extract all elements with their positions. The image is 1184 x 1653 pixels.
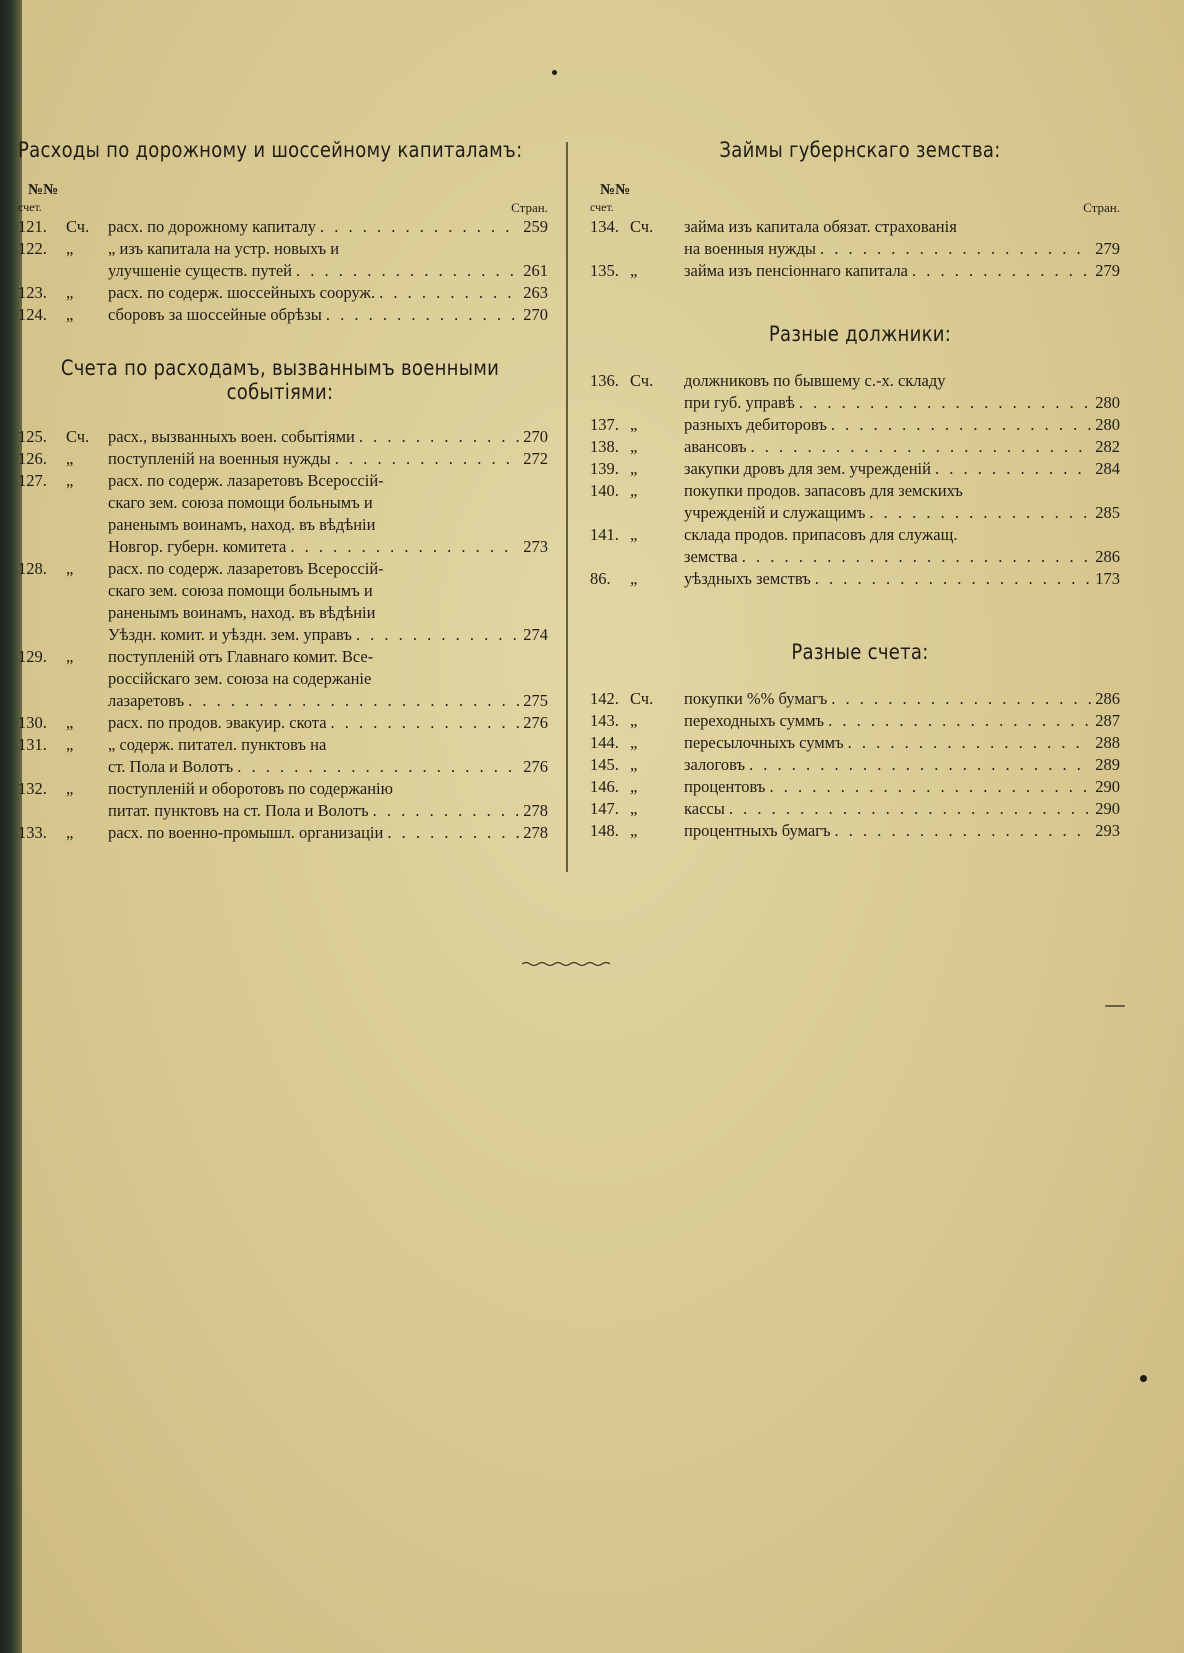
entry-page: 270: [523, 427, 548, 446]
entry-page: 275: [523, 691, 548, 710]
column-divider: [566, 142, 568, 872]
entry-text: на военныя нужды: [684, 239, 816, 258]
dot-leader: [326, 304, 519, 326]
entry-text: переходныхъ суммъ: [684, 711, 825, 730]
entry-number: 143.: [590, 711, 619, 730]
entry-list: [18, 426, 548, 844]
dot-leader: [831, 414, 1091, 436]
dot-leader: [742, 546, 1092, 568]
dot-leader: [290, 536, 519, 558]
entry-number: 122.: [18, 239, 47, 258]
entry-page: 279: [1095, 261, 1120, 280]
entry-text: при губ. управѣ: [684, 393, 795, 412]
dot-leader: [331, 712, 520, 734]
entry-row: [590, 776, 1120, 798]
entry-account-mark: „: [630, 459, 638, 478]
entry-list: [590, 216, 1120, 282]
entry-page: 290: [1095, 799, 1120, 818]
header-account: счет.: [590, 200, 614, 214]
entry-text: скаго зем. союза помощи больнымъ и: [108, 581, 373, 600]
entry-text: земства: [684, 547, 738, 566]
entry-text: расх. по военно-промышл. организаціи: [108, 823, 384, 842]
entry-page: 278: [523, 823, 548, 842]
column-header: [590, 182, 1120, 216]
entry-text: закупки дровъ для зем. учрежденій: [684, 459, 931, 478]
entry-text: Уѣздн. комит. и уѣздн. зем. управъ: [108, 625, 352, 644]
section-heading: [39, 356, 521, 404]
dot-leader: [373, 800, 520, 822]
header-page: Стран.: [1083, 200, 1120, 215]
dot-leader: [320, 216, 519, 238]
entry-text: процентовъ: [684, 777, 766, 796]
dot-leader: [834, 820, 1091, 842]
entry-number: 133.: [18, 823, 47, 842]
entry-account-mark: „: [66, 823, 74, 842]
dot-leader: [831, 688, 1091, 710]
entry-number: 138.: [590, 437, 619, 456]
entry-text: должниковъ по бывшему с.-х. складу: [684, 371, 946, 390]
entry-text: пересылочныхъ суммъ: [684, 733, 844, 752]
entry-row: [18, 470, 548, 558]
entry-row: [590, 414, 1120, 436]
entry-page: 289: [1095, 755, 1120, 774]
entry-row: [18, 558, 548, 646]
entry-text: покупки %% бумагъ: [684, 689, 828, 708]
speck: [1105, 1005, 1125, 1007]
header-account: счет.: [18, 200, 42, 214]
entry-number: 121.: [18, 217, 47, 236]
entry-text: „ содерж. питател. пунктовъ на: [108, 735, 327, 754]
header-page: Стран.: [511, 200, 548, 215]
entry-account-mark: „: [66, 559, 74, 578]
entry-account-mark: „: [630, 261, 638, 280]
entry-text: расх. по продов. эвакуир. скота: [108, 713, 327, 732]
entry-row: [590, 798, 1120, 820]
entry-text: учрежденій и служащимъ: [684, 503, 866, 522]
entry-number: 136.: [590, 371, 619, 390]
entry-page: 280: [1095, 415, 1120, 434]
entry-row: [590, 436, 1120, 458]
entry-page: 270: [523, 305, 548, 324]
dot-leader: [237, 756, 519, 778]
entry-number: 123.: [18, 283, 47, 302]
speck: [552, 70, 557, 75]
entry-row: [590, 524, 1120, 568]
entry-row: [590, 688, 1120, 710]
entry-page: 285: [1095, 503, 1120, 522]
entry-text: процентныхъ бумагъ: [684, 821, 831, 840]
entry-page: 261: [523, 261, 548, 280]
entry-number: 141.: [590, 525, 619, 544]
entry-text: „ изъ капитала на устр. новыхъ и: [108, 239, 340, 258]
entry-page: 282: [1095, 437, 1120, 456]
dot-leader: [387, 822, 519, 844]
entry-text: займа изъ пенсіоннаго капитала: [684, 261, 908, 280]
entry-text: расх. по дорожному капиталу: [108, 217, 316, 236]
entry-number: 134.: [590, 217, 619, 236]
entry-page: 276: [523, 757, 548, 776]
entry-row: [18, 734, 548, 778]
entry-list: [590, 688, 1120, 842]
speck: [1140, 1375, 1147, 1382]
entry-row: [18, 712, 548, 734]
entry-number: 137.: [590, 415, 619, 434]
entry-row: [590, 458, 1120, 480]
section-heading-line: Счета по расходамъ, вызваннымъ военными: [60, 356, 500, 380]
entry-number: 144.: [590, 733, 619, 752]
entry-page: 286: [1095, 689, 1120, 708]
entry-account-mark: Сч.: [630, 217, 654, 236]
entry-text: уѣздныхъ земствъ: [684, 569, 811, 588]
entry-number: 139.: [590, 459, 619, 478]
entry-number: 126.: [18, 449, 47, 468]
entry-account-mark: „: [630, 755, 638, 774]
entry-account-mark: „: [630, 799, 638, 818]
dot-leader: [751, 436, 1092, 458]
entry-text: поступленій на военныя нужды: [108, 449, 331, 468]
entry-text: питат. пунктовъ на ст. Пола и Волотъ: [108, 801, 369, 820]
dot-leader: [296, 260, 519, 282]
entry-text: расх. по содерж. лазаретовъ Всероссій-: [108, 471, 384, 490]
entry-page: 279: [1095, 239, 1120, 258]
dot-leader: [935, 458, 1091, 480]
entry-row: [590, 260, 1120, 282]
entry-page: 274: [523, 625, 548, 644]
dot-leader: [749, 754, 1091, 776]
dot-leader: [769, 776, 1091, 798]
entry-text: россійскаго зем. союза на содержаніе: [108, 669, 372, 688]
entry-page: 288: [1095, 733, 1120, 752]
entry-text: поступленій отъ Главнаго комит. Все-: [108, 647, 374, 666]
entry-number: 131.: [18, 735, 47, 754]
dot-leader: [815, 568, 1092, 590]
entry-number: 128.: [18, 559, 47, 578]
entry-text: ст. Пола и Волотъ: [108, 757, 234, 776]
entry-row: [18, 426, 548, 448]
column-header: [18, 182, 548, 216]
entry-number: 86.: [590, 569, 611, 588]
entry-page: 293: [1095, 821, 1120, 840]
dot-leader: [912, 260, 1091, 282]
entry-text: авансовъ: [684, 437, 747, 456]
entry-number: 130.: [18, 713, 47, 732]
entry-page: 273: [523, 537, 548, 556]
entry-row: [590, 568, 1120, 590]
entry-row: [18, 448, 548, 470]
entry-page: 280: [1095, 393, 1120, 412]
entry-account-mark: Сч.: [66, 217, 90, 236]
entry-account-mark: Сч.: [630, 371, 654, 390]
entry-number: 125.: [18, 427, 47, 446]
dot-leader: [848, 732, 1092, 754]
entry-page: 276: [523, 713, 548, 732]
entry-number: 129.: [18, 647, 47, 666]
entry-account-mark: „: [630, 569, 638, 588]
entry-text: раненымъ воинамъ, наход. въ вѣдѣніи: [108, 603, 376, 622]
entry-page: 278: [523, 801, 548, 820]
entry-text: покупки продов. запасовъ для земскихъ: [684, 481, 963, 500]
entry-text: сборовъ за шоссейные обрѣзы: [108, 305, 322, 324]
dot-leader: [359, 426, 519, 448]
entry-account-mark: „: [66, 779, 74, 798]
entry-account-mark: „: [66, 283, 74, 302]
entry-text: раненымъ воинамъ, наход. въ вѣдѣніи: [108, 515, 376, 534]
entry-row: [18, 238, 548, 282]
entry-text: склада продов. припасовъ для служащ.: [684, 525, 958, 544]
entry-number: 140.: [590, 481, 619, 500]
dot-leader: [188, 690, 519, 712]
entry-text: расх. по содерж. лазаретовъ Всероссій-: [108, 559, 384, 578]
dot-leader: [356, 624, 519, 646]
entry-page: 173: [1095, 569, 1120, 588]
entry-page: 287: [1095, 711, 1120, 730]
entry-text: Новгор. губерн. комитета: [108, 537, 287, 556]
entry-text: кассы: [684, 799, 725, 818]
entry-row: [590, 732, 1120, 754]
section-heading: Расходы по дорожному и шоссейному капиталамъ:: [18, 138, 523, 162]
right-column: [590, 138, 1120, 842]
entry-page: 263: [523, 283, 548, 302]
entry-text: лазаретовъ: [108, 691, 185, 710]
entry-account-mark: Сч.: [66, 427, 90, 446]
entry-number: 124.: [18, 305, 47, 324]
entry-account-mark: „: [630, 711, 638, 730]
entry-account-mark: „: [630, 437, 638, 456]
dot-leader: [729, 798, 1091, 820]
entry-text: поступленій и оборотовъ по содержанію: [108, 779, 393, 798]
entry-row: [590, 370, 1120, 414]
entry-page: 272: [523, 449, 548, 468]
dot-leader: [869, 502, 1091, 524]
entry-page: 286: [1095, 547, 1120, 566]
entry-row: [590, 710, 1120, 732]
dot-leader: [820, 238, 1091, 260]
entry-page: 284: [1095, 459, 1120, 478]
entry-account-mark: „: [66, 471, 74, 490]
section-heading-line: событіями:: [226, 380, 334, 404]
entry-number: 147.: [590, 799, 619, 818]
entry-number: 132.: [18, 779, 47, 798]
entry-number: 145.: [590, 755, 619, 774]
entry-row: [590, 480, 1120, 524]
left-column: [18, 138, 548, 844]
entry-text: улучшеніе существ. путей: [108, 261, 293, 280]
entry-number: 135.: [590, 261, 619, 280]
entry-number: 142.: [590, 689, 619, 708]
entry-account-mark: Сч.: [630, 689, 654, 708]
entry-row: [18, 282, 548, 304]
section-heading: Разные должники:: [768, 322, 952, 346]
entry-row: [590, 754, 1120, 776]
entry-row: [18, 778, 548, 822]
entry-text: расх., вызванныхъ воен. событіями: [108, 427, 355, 446]
entry-text: скаго зем. союза помощи больнымъ и: [108, 493, 373, 512]
section-heading: Займы губернскаго земства:: [719, 138, 1001, 162]
entry-text: займа изъ капитала обязат. страхованія: [684, 217, 957, 236]
entry-page: 259: [523, 217, 548, 236]
entry-account-mark: „: [66, 449, 74, 468]
entry-row: [18, 646, 548, 712]
entry-account-mark: „: [630, 525, 638, 544]
ornament-squiggle: [522, 960, 614, 968]
header-numbers: №№: [600, 182, 631, 198]
entry-row: [590, 216, 1120, 260]
entry-list: [590, 370, 1120, 590]
entry-row: [18, 822, 548, 844]
entry-text: залоговъ: [684, 755, 745, 774]
entry-account-mark: „: [66, 713, 74, 732]
entry-account-mark: „: [66, 647, 74, 666]
entry-account-mark: „: [630, 733, 638, 752]
entry-row: [18, 216, 548, 238]
entry-account-mark: „: [66, 239, 74, 258]
entry-page: 290: [1095, 777, 1120, 796]
dot-leader: [799, 392, 1091, 414]
entry-list: [18, 216, 548, 326]
entry-account-mark: „: [630, 777, 638, 796]
header-numbers: №№: [28, 182, 59, 198]
entry-text: разныхъ дебиторовъ: [684, 415, 827, 434]
entry-account-mark: „: [630, 415, 638, 434]
entry-account-mark: „: [66, 735, 74, 754]
dot-leader: [335, 448, 520, 470]
entry-row: [18, 304, 548, 326]
section-heading: Разные счета:: [791, 640, 929, 664]
entry-text: расх. по содерж. шоссейныхъ сооруж.: [108, 283, 376, 302]
dot-leader: [379, 282, 519, 304]
dot-leader: [828, 710, 1091, 732]
entry-number: 146.: [590, 777, 619, 796]
entry-number: 127.: [18, 471, 47, 490]
entry-account-mark: „: [66, 305, 74, 324]
entry-account-mark: „: [630, 481, 638, 500]
entry-number: 148.: [590, 821, 619, 840]
entry-row: [590, 820, 1120, 842]
entry-account-mark: „: [630, 821, 638, 840]
